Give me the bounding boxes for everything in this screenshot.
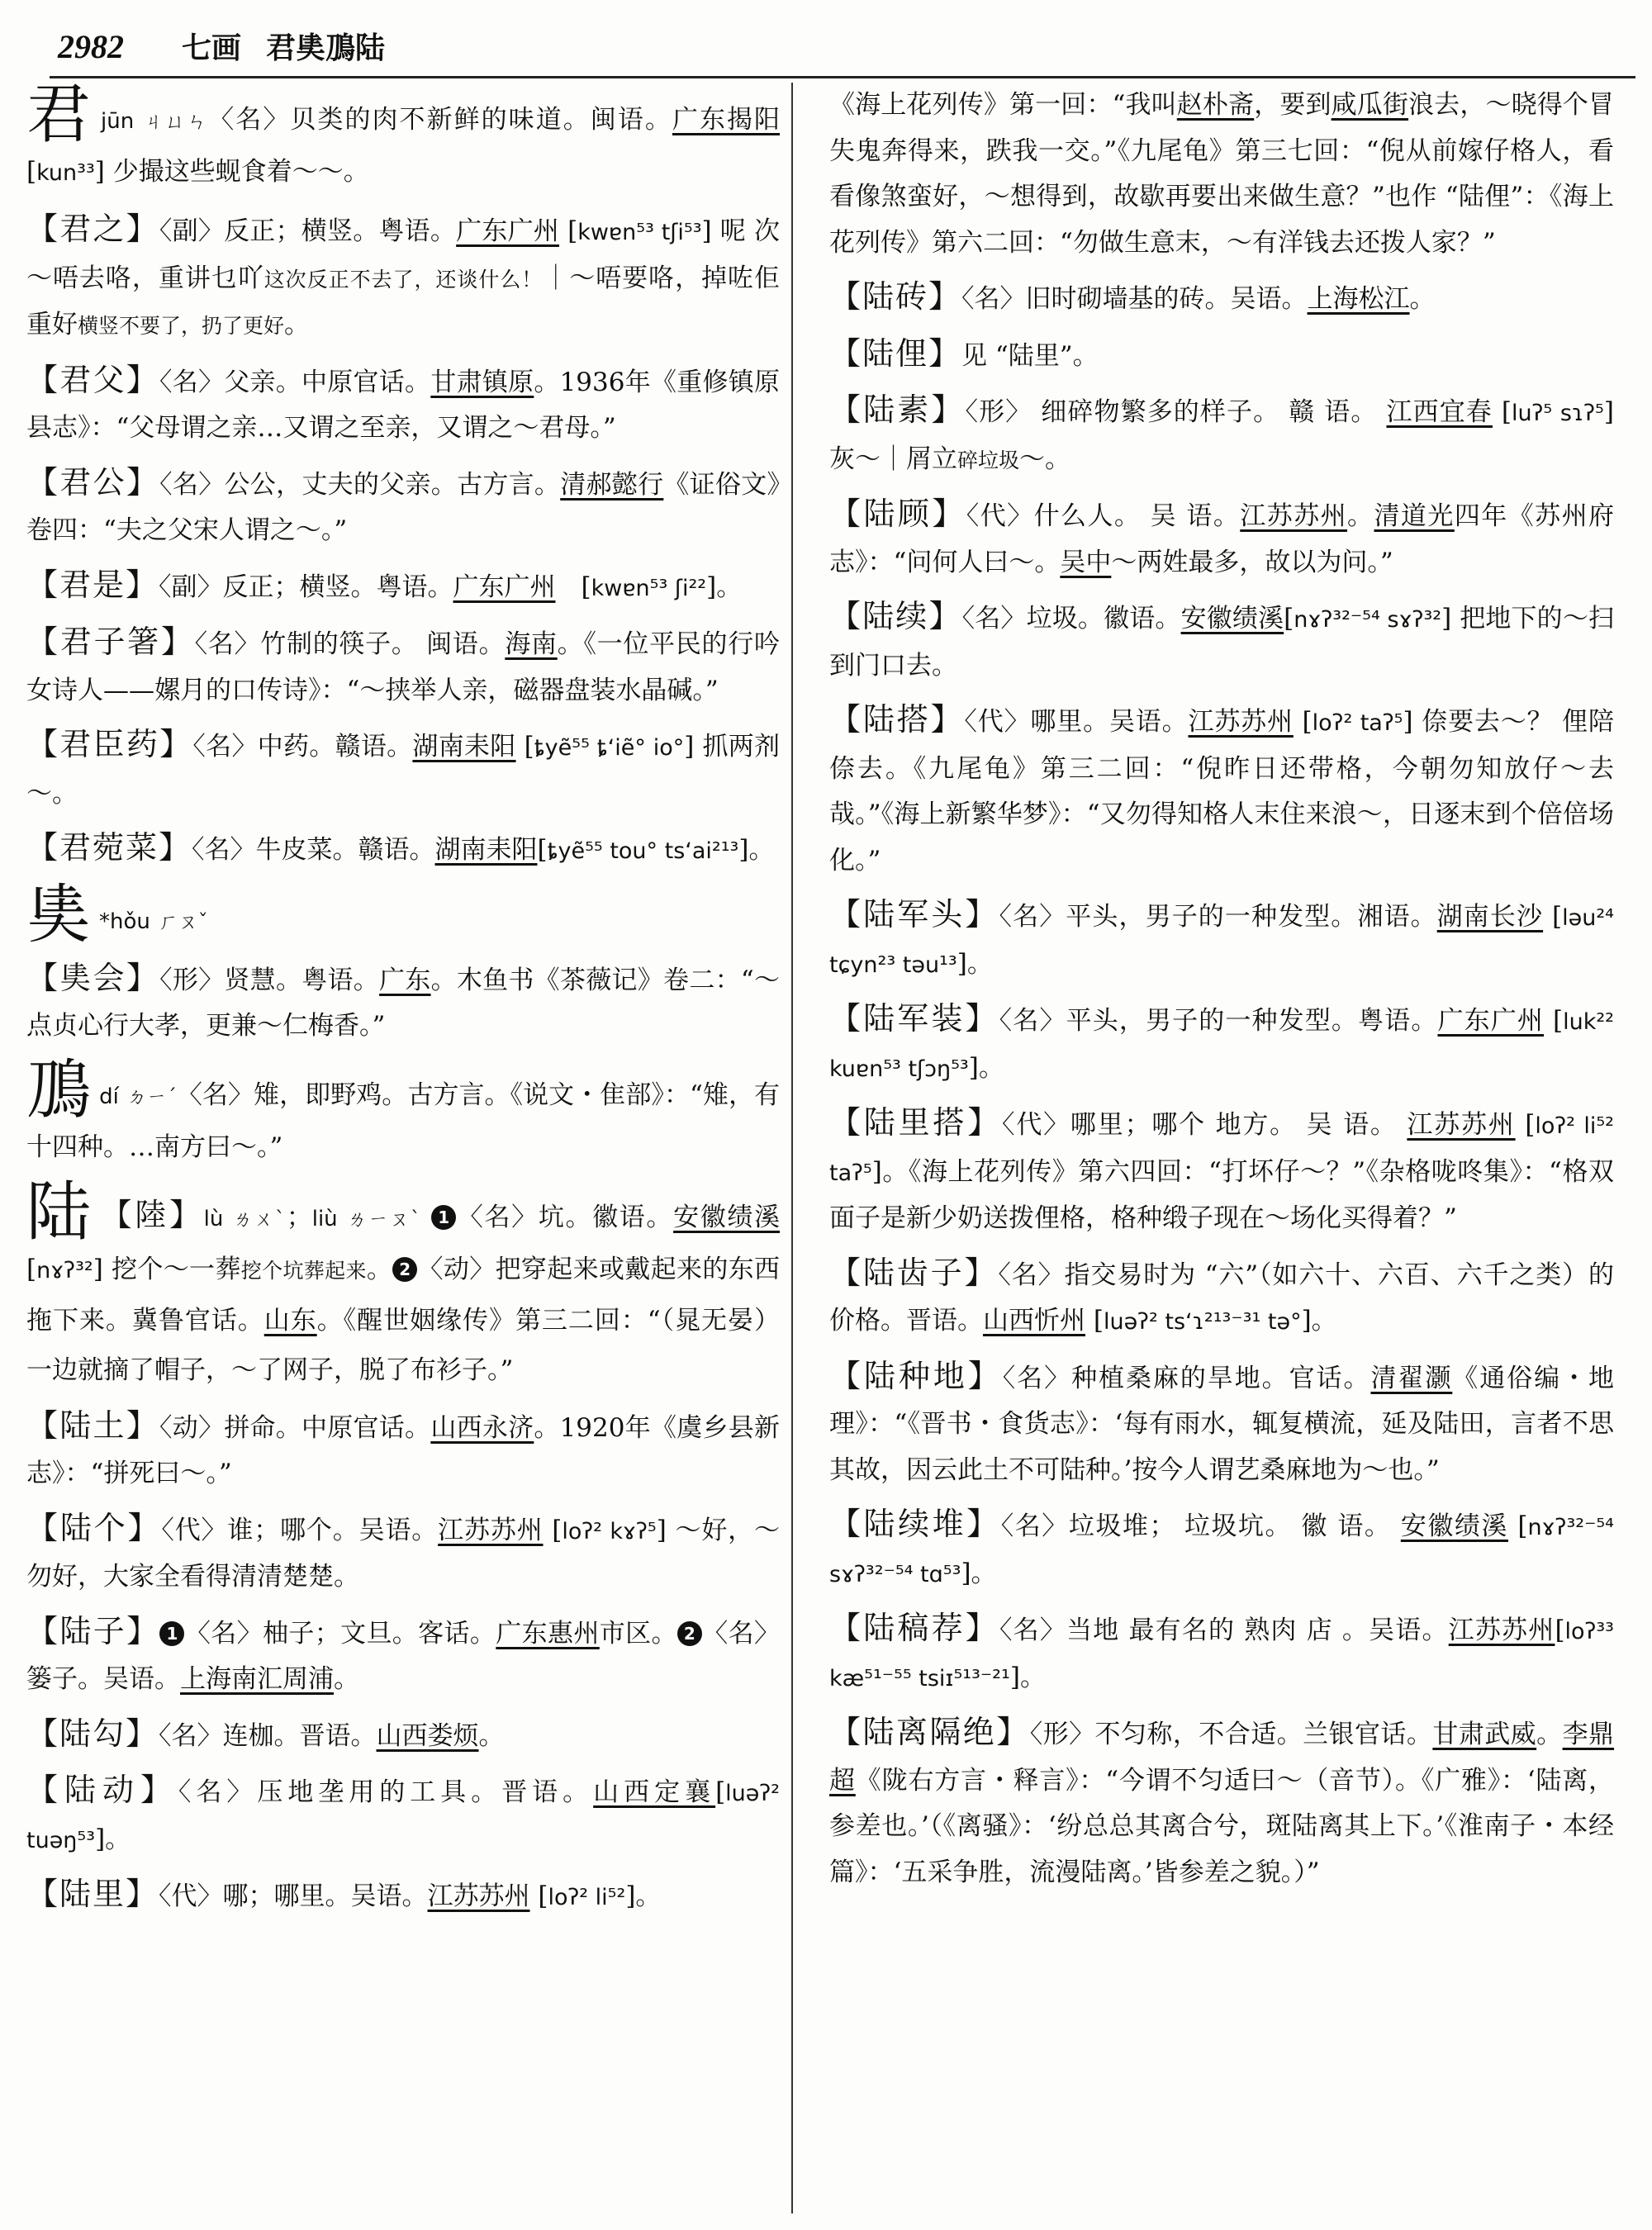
entry-houhui bbox=[26, 956, 780, 1050]
entry-text: 〈名〉旧时砌墙基的砖。吴语。 bbox=[961, 284, 1308, 314]
entry-text bbox=[223, 1203, 233, 1232]
entry-luli2 bbox=[829, 331, 1614, 380]
place-name: 山东 bbox=[263, 1305, 317, 1336]
zhuyin: ㄏㄡˇ bbox=[158, 909, 208, 933]
entry-text: 。《醒世姻缘传》第三二回：“（晁无晏）一边就摘了帽子，～了网子，脱了布衫子。” bbox=[26, 1305, 781, 1385]
entry-text: ] 灰～｜屑立 bbox=[829, 397, 1614, 474]
entry-text: ] 把地下的～扫到门口去。 bbox=[829, 604, 1614, 681]
entry-junzizhu bbox=[26, 619, 780, 714]
lemma: 【君是】 bbox=[26, 566, 159, 603]
place-name: 赵朴斋 bbox=[1176, 90, 1255, 120]
left-column bbox=[26, 78, 781, 1929]
place-name: 广东广州 bbox=[456, 216, 560, 246]
place-name: 广东 bbox=[379, 965, 431, 995]
place-name: 山西永济 bbox=[430, 1412, 534, 1443]
phonetic: loʔ² li⁵² taʔ⁵ bbox=[829, 1113, 1614, 1186]
entry-text: 。 bbox=[284, 310, 311, 339]
phonetic: loʔ² li⁵² bbox=[548, 1885, 626, 1910]
entry-text: [ bbox=[537, 835, 548, 865]
entry-text: [ bbox=[1544, 1006, 1564, 1036]
entry-lutu bbox=[26, 1403, 780, 1497]
entry-text bbox=[119, 1080, 127, 1110]
entry-text: 〈代〉哪；哪里。吴语。 bbox=[159, 1881, 428, 1911]
entry-text: [ bbox=[1085, 1306, 1104, 1336]
entry-text: 《陇右方言・释言》：“今谓不匀适曰～（音节）。《广雅》：‘陆离，参差也。’（《离骚》：‘纷总总其离合兮，斑陆离其上下。’《淮南子・本经篇》：‘五采争胜，流漫陆离。’皆参差之貌。）” bbox=[829, 1765, 1615, 1887]
place-name: 安徽绩溪 bbox=[1400, 1511, 1508, 1541]
lemma: 【君父】 bbox=[26, 361, 160, 398]
zhuyin: ㄐㄩㄣ bbox=[144, 110, 209, 133]
lemma: 【陆里搭】 bbox=[829, 1104, 1003, 1141]
place-name: 江苏苏州 bbox=[427, 1881, 530, 1911]
entry-text: 。 bbox=[1409, 284, 1436, 314]
phonetic: kun³³ bbox=[36, 160, 95, 186]
lemma: 【陆里】 bbox=[26, 1876, 159, 1912]
entry-text: 。 bbox=[1536, 1720, 1563, 1749]
entry-lujuntou bbox=[829, 892, 1614, 988]
entry-text: 〈名〉中药。赣语。 bbox=[192, 732, 413, 762]
entry-text bbox=[150, 905, 159, 935]
entry-text: 。1936年《重修镇原县志》：“父母谓之亲…又谓之至亲，又谓之～君母。” bbox=[26, 367, 780, 443]
header-chars: 君奊鳭陆 bbox=[266, 31, 386, 65]
lemma: 【陆勾】 bbox=[26, 1715, 159, 1752]
entry-text: ； bbox=[286, 1202, 312, 1232]
place-name: 上海松江 bbox=[1307, 284, 1410, 314]
entry-text: 〈副〉反正；横竖。粤语。 bbox=[159, 216, 457, 246]
sense-number: 1 bbox=[159, 1621, 184, 1646]
gloss-note: 横竖不要了，扔了更好 bbox=[78, 314, 285, 338]
place-name: 江苏苏州 bbox=[1188, 707, 1294, 737]
entry-text: [ bbox=[26, 157, 37, 187]
entry-text: 〈代〉哪里；哪个 地方。 吴 语。 bbox=[1002, 1110, 1408, 1140]
entry-lusu bbox=[829, 387, 1614, 483]
entry-ludong bbox=[26, 1767, 780, 1863]
entry-text: 〈名〉雉，即野鸡。古方言。《说文・隹部》：“雉，有十四种。…南方曰～。” bbox=[26, 1079, 781, 1162]
zhuyin: ㄉㄧˊ bbox=[126, 1084, 177, 1108]
entry-text: 。 bbox=[366, 1254, 393, 1284]
place-name: 湖南耒阳 bbox=[412, 732, 516, 762]
entry-luda bbox=[829, 697, 1614, 884]
lemma: 【陆素】 bbox=[829, 391, 966, 428]
entry-text: 〈名〉父亲。中原官话。 bbox=[159, 367, 431, 397]
entry-luzi bbox=[26, 1609, 780, 1703]
entry-luzhuan bbox=[829, 274, 1614, 323]
entry-jun bbox=[26, 78, 781, 198]
lemma: 【陆离隔绝】 bbox=[829, 1714, 1030, 1750]
entry-hou bbox=[26, 877, 780, 952]
headword-char: 君 bbox=[26, 78, 93, 152]
entry-text: 《证俗文》卷四：“夫之父宋人谓之～。” bbox=[26, 469, 780, 545]
sense-number: 1 bbox=[431, 1205, 456, 1230]
zhuyin: ㄌㄧㄡˋ bbox=[347, 1207, 422, 1231]
place-name: 上海南汇周浦 bbox=[180, 1664, 334, 1694]
entry-luli bbox=[26, 1872, 780, 1921]
entry-luli-cont bbox=[829, 83, 1614, 266]
lemma: 【陆军装】 bbox=[829, 1000, 999, 1037]
entry-lu bbox=[26, 1174, 781, 1395]
entry-text: ]。 bbox=[625, 1881, 662, 1911]
headword-char: 陆 bbox=[26, 1174, 93, 1250]
entry-text bbox=[134, 105, 144, 135]
lemma: 【陆个】 bbox=[26, 1509, 162, 1546]
pinyin: dí bbox=[99, 1084, 119, 1109]
entry-text: 〈名〉竹制的筷子。 闽语。 bbox=[194, 629, 506, 659]
entry-text: [ bbox=[1293, 707, 1313, 737]
entry-text: [ bbox=[559, 216, 578, 246]
pinyin: lù bbox=[203, 1206, 224, 1231]
entry-text: 〈形〉不匀称，不合适。兰银官话。 bbox=[1029, 1720, 1433, 1749]
header-rule bbox=[50, 76, 1635, 78]
entry-text: [ bbox=[1492, 397, 1512, 427]
entry-text: ，要到 bbox=[1254, 90, 1332, 120]
phonetic: ləu²⁴ tɕyn²³ təu¹³ bbox=[829, 905, 1614, 978]
lemma: 【陆砖】 bbox=[829, 278, 962, 315]
place-name: 湖南长沙 bbox=[1436, 902, 1544, 932]
entry-jungong bbox=[26, 460, 780, 554]
entry-text: ] 呢 次～唔去咯，重讲乜吖 bbox=[26, 216, 780, 293]
entry-text: 〈代〉谁；哪个。吴语。 bbox=[161, 1515, 439, 1545]
place-name: 甘肃武威 bbox=[1432, 1720, 1537, 1749]
entry-junshi bbox=[26, 562, 780, 612]
page-number: 2982 bbox=[58, 28, 124, 65]
place-name: 江苏苏州 bbox=[438, 1515, 544, 1545]
entry-text: ]。 bbox=[957, 948, 993, 979]
lemma: 【陆齿子】 bbox=[829, 1254, 999, 1291]
entry-luxudui bbox=[829, 1502, 1614, 1597]
lemma: 【陸】 bbox=[100, 1196, 204, 1233]
lemma: 【君子箸】 bbox=[26, 624, 195, 660]
entry-lujunzhuang bbox=[829, 996, 1614, 1092]
entry-text: 〈名〉平头，男子的一种发型。湘语。 bbox=[999, 902, 1437, 932]
place-name: 山西定襄 bbox=[593, 1777, 716, 1807]
phonetic: loʔ² taʔ⁵ bbox=[1312, 710, 1403, 736]
entry-text: 〈名〉平头，男子的一种发型。粤语。 bbox=[999, 1006, 1438, 1036]
place-name: 广东揭阳 bbox=[672, 105, 781, 135]
entry-luge bbox=[26, 1506, 780, 1601]
place-name: 江西宜春 bbox=[1386, 397, 1493, 427]
headword-char: 鳭 bbox=[26, 1052, 92, 1127]
entry-text: ]。 bbox=[706, 572, 743, 602]
lemma: 【陆顾】 bbox=[829, 496, 966, 532]
entry-text: [ bbox=[529, 1881, 548, 1911]
entry-text: ] ～好，～勿好，大家全看得清清楚楚。 bbox=[26, 1515, 781, 1592]
entry-junwancai bbox=[26, 825, 780, 875]
entry-text: 〈动〉拼命。中原官话。 bbox=[159, 1412, 431, 1443]
entry-junfu bbox=[26, 358, 780, 452]
entry-text: 《海上花列传》第一回：“我叫 bbox=[829, 90, 1177, 120]
entry-text: 〈代〉什么人。 吴 语。 bbox=[966, 501, 1241, 531]
gloss-note: 挖个坑葬起来 bbox=[240, 1258, 367, 1283]
entry-text: [ bbox=[26, 1254, 37, 1284]
entry-lulida bbox=[829, 1100, 1614, 1242]
entry-text: [ bbox=[543, 1515, 563, 1545]
entry-text: [ bbox=[1543, 902, 1563, 932]
place-name: 海南 bbox=[505, 629, 558, 659]
place-name: 李鼎超 bbox=[829, 1720, 1615, 1796]
gloss-note: 碎垃圾 bbox=[957, 448, 1020, 472]
phonetic: ȶyẽ⁵⁵ ȶʻiẽ° io° bbox=[534, 735, 685, 761]
entry-di bbox=[26, 1052, 781, 1172]
entry-text: 〈名〉垃圾堆； 垃圾坑。 徽 语。 bbox=[1000, 1511, 1401, 1541]
lemma: 【陆续】 bbox=[829, 598, 962, 634]
entry-text: [ bbox=[1515, 1110, 1536, 1140]
place-name: 广东广州 bbox=[1437, 1006, 1544, 1036]
place-name: 山西娄烦 bbox=[376, 1720, 479, 1751]
lemma: 【陆动】 bbox=[26, 1772, 178, 1808]
entry-text: ]。 bbox=[95, 1824, 131, 1854]
entry-lugou bbox=[26, 1711, 780, 1760]
entry-text: 《通俗编・地理》：“《晋书・食货志》：‘每有雨水，辄复横流，延及陆田，言者不思其故，因云此土不可陆种。’按今人谓艺桑麻地为～也。” bbox=[829, 1363, 1615, 1485]
entry-text: [ bbox=[715, 1777, 726, 1807]
phonetic: nɤʔ³²⁻⁵⁴ sɤʔ³² bbox=[1294, 607, 1442, 633]
phonetic: kwɐn⁵³ ʃi²² bbox=[591, 575, 707, 601]
entry-text: 〈名〉垃圾。徽语。 bbox=[961, 604, 1181, 633]
phonetic: luk²² kuɐn⁵³ tʃɔŋ⁵³ bbox=[829, 1009, 1614, 1082]
place-name: 甘肃镇原 bbox=[430, 367, 534, 397]
lemma: 【奊会】 bbox=[26, 959, 160, 996]
lemma: 【君臣药】 bbox=[26, 726, 193, 762]
place-name: 广东惠州 bbox=[496, 1618, 600, 1649]
entry-luchizi bbox=[829, 1250, 1614, 1345]
entry-text: 〈名〉当地 最有名的 熟肉 店 。吴语。 bbox=[999, 1616, 1449, 1645]
place-name: 安徽绩溪 bbox=[673, 1202, 780, 1232]
entry-text: ]。 bbox=[1301, 1306, 1337, 1336]
entry-text: ] 抓两剂～。 bbox=[26, 732, 781, 809]
phonetic: nɤʔ³² bbox=[36, 1257, 93, 1283]
entry-text: [ bbox=[1555, 1616, 1565, 1645]
entry-text: 〈副〉反正；横竖。粤语。 bbox=[159, 572, 453, 602]
entry-text: ] 挖个～一葬 bbox=[93, 1254, 241, 1284]
entry-luxu bbox=[829, 594, 1614, 689]
entry-text: 。1920年《虞乡县新志》：“拼死曰～。” bbox=[26, 1412, 780, 1488]
phonetic: luəʔ² tsʻɿ²¹³⁻³¹ tə° bbox=[1103, 1309, 1302, 1335]
entry-lugu bbox=[829, 491, 1614, 586]
entry-junchenyao bbox=[26, 722, 780, 817]
entry-text: ～。 bbox=[1019, 444, 1071, 474]
entry-text: ]。 bbox=[968, 1052, 1004, 1083]
entry-text: [ bbox=[555, 572, 591, 602]
entry-text: ]。 bbox=[1009, 1662, 1046, 1692]
place-name: 山西忻州 bbox=[983, 1306, 1085, 1336]
entry-text: [ bbox=[1507, 1511, 1528, 1541]
phonetic: ȶyẽ⁵⁵ tou° tsʻai²¹³ bbox=[547, 838, 739, 864]
lemma: 【陆军头】 bbox=[829, 896, 999, 932]
page-header bbox=[58, 25, 385, 74]
entry-text: 〈名〉压地垄用的工具。晋语。 bbox=[178, 1777, 594, 1807]
lemma: 【陆种地】 bbox=[829, 1357, 1003, 1394]
place-name: 江苏苏州 bbox=[1240, 501, 1348, 531]
entry-text: 。《一位平民的行吟女诗人——嫘月的口传诗》：“～挟举人亲，磁器盘装水晶碱。” bbox=[26, 629, 780, 705]
entry-text: 〈名〉种植桑麻的旱地。官话。 bbox=[1002, 1363, 1371, 1393]
entry-text: ] 倷要去～？ 俚陪倷去。《九尾龟》第三二回：“倪昨日还带格，今朝勿知放仔～去哉。”《海上新繁华梦》：“又勿得知格人末住来浪～，日逐末到个倍倍场化。” bbox=[829, 707, 1614, 875]
pinyin: *hǒu bbox=[99, 909, 150, 934]
place-name: 清道光 bbox=[1374, 501, 1455, 531]
entry-text: ～两姓最多，故以为问。” bbox=[1111, 547, 1393, 577]
pinyin: jūn bbox=[101, 109, 135, 134]
entry-text: 见 “陆里”。 bbox=[961, 340, 1099, 371]
place-name: 吴中 bbox=[1060, 547, 1112, 577]
phonetic: kwɐn⁵³ tʃi⁵³ bbox=[577, 220, 702, 245]
place-name: 江苏苏州 bbox=[1407, 1110, 1516, 1140]
phonetic: loʔ² kɤʔ⁵ bbox=[562, 1518, 657, 1544]
entry-text: 〈名〉指交易时为 “六”（如六十、六百、六千之类）的价格。晋语。 bbox=[829, 1260, 1614, 1336]
entry-text: 〈形〉 细碎物繁多的样子。 赣 语。 bbox=[965, 397, 1387, 427]
sense-number: 2 bbox=[677, 1621, 702, 1646]
entry-text: ] 少撮这些蚬食着～～。 bbox=[94, 157, 369, 187]
lemma: 【陆稿荐】 bbox=[829, 1610, 999, 1646]
lemma: 【君之】 bbox=[26, 211, 159, 247]
zhuyin: ㄌㄨˋ bbox=[232, 1207, 287, 1231]
phonetic: loʔ³³ kæ⁵¹⁻⁵⁵ tsiɪ⁵¹³⁻²¹ bbox=[829, 1619, 1614, 1691]
headword-char: 奊 bbox=[26, 877, 92, 952]
sense-number: 2 bbox=[392, 1257, 417, 1282]
entry-text: 浪去，～晓得个冒失鬼奔得来，跌我一交。”《九尾龟》第三七回：“倪从前嫁仔格人，看看像煞蛮好，～想得到，故歇再要出来做生意？”也作 “陆俚”：《海上花列传》第六二回：“勿做生意末，～有洋钱去还拨人家？” bbox=[829, 90, 1615, 258]
entry-text: ]。 bbox=[738, 835, 775, 865]
entry-text: 。 bbox=[334, 1664, 359, 1694]
entry-text: 〈名〉公公，丈夫的父亲。古方言。 bbox=[159, 469, 561, 500]
column-divider bbox=[791, 83, 793, 2213]
phonetic: nɤʔ³²⁻⁵⁴ sɤʔ³²⁻⁵⁴ tɑ⁵³ bbox=[829, 1515, 1614, 1587]
entry-text: 市区。 bbox=[599, 1618, 677, 1649]
pinyin: liù bbox=[311, 1206, 338, 1231]
lemma: 【陆续堆】 bbox=[829, 1506, 1001, 1542]
entry-text: 。 bbox=[1347, 501, 1374, 531]
lemma: 【君公】 bbox=[26, 463, 160, 501]
entry-text: 〈名〉柚子；文旦。客话。 bbox=[184, 1618, 496, 1649]
lemma: 【陆俚】 bbox=[829, 334, 962, 372]
entry-text: ]。《海上花列传》第六四回：“打坏仔～？”《杂格咙咚集》：“格双面子是新少奶送拨俚格，格种缎子现在～场化买得着？” bbox=[829, 1156, 1614, 1233]
entry-text: 。 bbox=[478, 1720, 505, 1751]
entry-text: 。木鱼书《茶薇记》卷二：“～点贞心行大孝，更兼～仁梅香。” bbox=[26, 965, 780, 1041]
entry-text bbox=[338, 1203, 348, 1232]
entry-text: 四年《苏州府志》：“问何人曰～。 bbox=[829, 501, 1615, 577]
place-name: 广东广州 bbox=[453, 572, 556, 602]
lemma: 【君菀菜】 bbox=[26, 829, 192, 866]
lemma: 【陆土】 bbox=[26, 1407, 160, 1444]
gloss-note: 这次反正不去了，还谈什么！ bbox=[263, 267, 544, 292]
entry-text: [ bbox=[515, 732, 534, 762]
entry-text: 〈代〉哪里。吴语。 bbox=[964, 707, 1189, 737]
entry-text: ｜～唔要咯，掉咗佢重好 bbox=[26, 263, 780, 339]
lemma: 【陆搭】 bbox=[829, 701, 965, 738]
right-column bbox=[829, 83, 1614, 1904]
entry-text: [ bbox=[1284, 604, 1294, 633]
place-name: 江苏苏州 bbox=[1448, 1616, 1555, 1645]
entry-text: 〈形〉贤慧。粤语。 bbox=[159, 965, 380, 995]
place-name: 咸瓜街 bbox=[1331, 90, 1409, 120]
entry-junzhi bbox=[26, 206, 780, 349]
entry-text: 〈名〉坑。徽语。 bbox=[456, 1202, 674, 1232]
entry-text: 〈名〉连枷。晋语。 bbox=[159, 1720, 377, 1751]
entry-text: 〈名〉贝类的肉不新鲜的味道。闽语。 bbox=[208, 105, 672, 135]
entry-text bbox=[422, 1203, 432, 1232]
place-name: 清郝懿行 bbox=[560, 469, 664, 500]
lemma: 【陆子】 bbox=[26, 1612, 160, 1649]
entry-lugaojian bbox=[829, 1606, 1614, 1701]
phonetic: luʔ⁵ sɿʔ⁵ bbox=[1511, 401, 1604, 426]
entry-text: 〈名〉牛皮菜。赣语。 bbox=[192, 835, 435, 865]
entry-luligejue bbox=[829, 1710, 1614, 1896]
entry-text: ]。 bbox=[961, 1558, 997, 1588]
entry-text: 〈动〉把穿起来或戴起来的东西拖下来。冀鲁官话。 bbox=[26, 1254, 781, 1336]
section-title: 七画 bbox=[182, 31, 242, 65]
entry-luzhongdi bbox=[829, 1354, 1614, 1494]
place-name: 清翟灏 bbox=[1370, 1363, 1453, 1393]
place-name: 湖南耒阳 bbox=[434, 835, 538, 865]
phonetic: luəʔ² tuəŋ⁵³ bbox=[26, 1781, 780, 1853]
place-name: 安徽绩溪 bbox=[1180, 604, 1284, 633]
entry-text: 〈名〉篓子。吴语。 bbox=[26, 1618, 780, 1694]
